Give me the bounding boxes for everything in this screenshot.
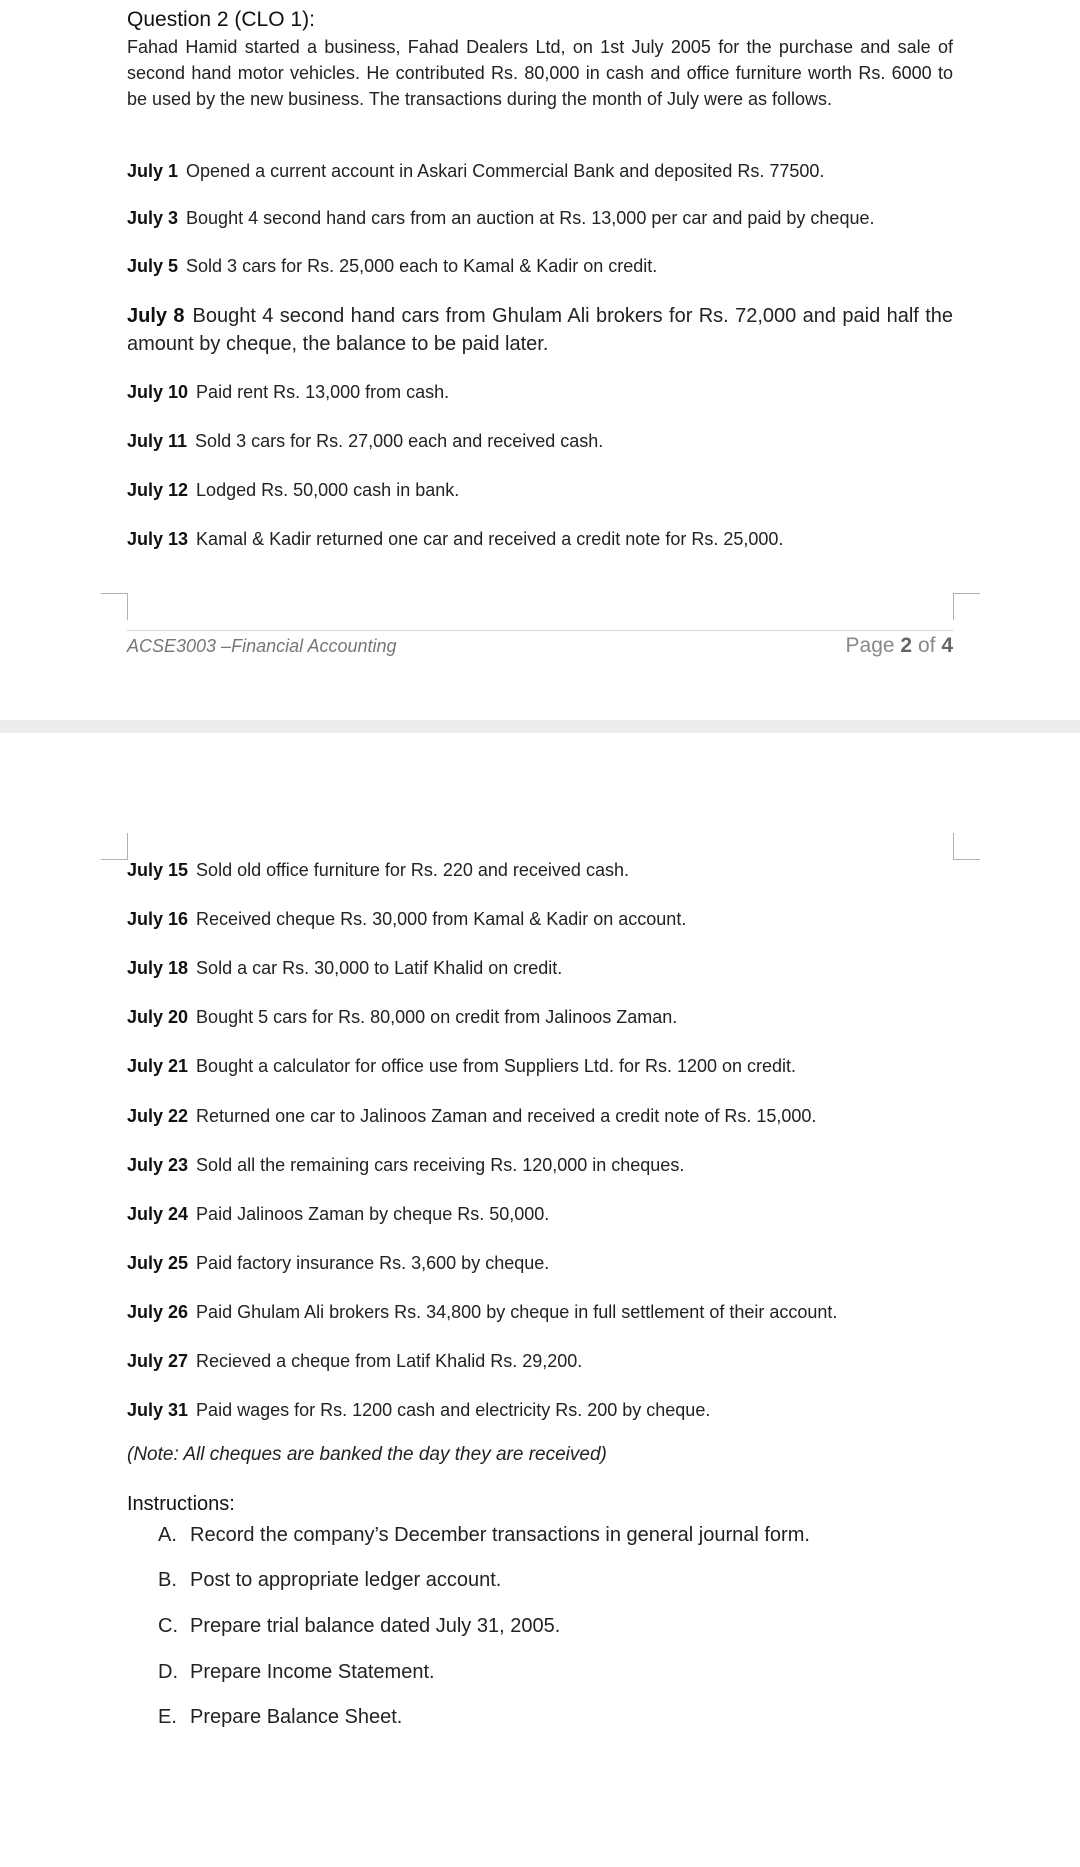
transaction-date: July 25 — [127, 1253, 189, 1273]
transaction-date: July 22 — [127, 1106, 189, 1126]
transaction-date: July 15 — [127, 860, 189, 880]
instruction-text: Prepare trial balance dated July 31, 2005. — [190, 1615, 561, 1637]
transaction-date: July 26 — [127, 1302, 189, 1322]
page-corner-mark — [101, 833, 128, 860]
transaction-text: Sold old office furniture for Rs. 220 and received cash. — [196, 860, 629, 880]
transaction-text: Paid Jalinoos Zaman by cheque Rs. 50,000. — [196, 1204, 550, 1224]
transaction-july-24 — [127, 1201, 549, 1227]
instruction-letter: B. — [158, 1569, 177, 1591]
transaction-text: Sold all the remaining cars receiving Rs. 120,000 in cheques. — [196, 1155, 685, 1175]
transaction-date: July 24 — [127, 1204, 189, 1224]
transaction-july-18 — [127, 955, 562, 981]
footer-divider — [127, 630, 953, 631]
transaction-text: Bought a calculator for office use from Suppliers Ltd. for Rs. 1200 on credit. — [196, 1056, 797, 1076]
instruction-text: Prepare Income Statement. — [190, 1661, 435, 1683]
transaction-date: July 5 — [127, 256, 179, 276]
transaction-text: Bought 5 cars for Rs. 80,000 on credit from Jalinoos Zaman. — [196, 1007, 678, 1027]
transaction-text: Lodged Rs. 50,000 cash in bank. — [196, 480, 460, 500]
transaction-date: July 16 — [127, 909, 189, 929]
transaction-date: July 11 — [127, 431, 188, 451]
transaction-date: July 18 — [127, 958, 189, 978]
transaction-july-31 — [127, 1397, 710, 1423]
instruction-letter: C. — [158, 1615, 178, 1637]
page-separator — [0, 720, 1080, 733]
cheque-note: (Note: All cheques are banked the day they are received) — [127, 1444, 607, 1465]
footer-page-number — [846, 634, 953, 658]
transaction-july-10 — [127, 379, 449, 405]
page-of: of — [917, 634, 936, 657]
page-corner-mark — [101, 593, 128, 620]
transaction-date: July 31 — [127, 1400, 189, 1420]
transaction-text: Returned one car to Jalinoos Zaman and received a credit note of Rs. 15,000. — [196, 1106, 817, 1126]
instruction-item — [158, 1706, 402, 1729]
transaction-july-13 — [127, 526, 783, 552]
transaction-text: Sold a car Rs. 30,000 to Latif Khalid on credit. — [196, 958, 563, 978]
page-corner-mark — [953, 833, 980, 860]
question-intro: Fahad Hamid started a business, Fahad Dealers Ltd, on 1st July 2005 for the purchase and sale of second hand motor vehicles. He contributed Rs. 80,000 in cash and office furniture worth Rs. 6000 to be used by the new business. The transactions during the month of July were as follows. — [127, 37, 953, 109]
transaction-text: Opened a current account in Askari Commercial Bank and deposited Rs. 77500. — [186, 161, 825, 181]
transaction-text: Recieved a cheque from Latif Khalid Rs. 29,200. — [196, 1351, 583, 1371]
transaction-date: July 3 — [127, 208, 179, 228]
transaction-date: July 27 — [127, 1351, 189, 1371]
instruction-item — [158, 1661, 435, 1684]
document-page-3 — [0, 733, 1080, 1867]
page-current: 2 — [900, 634, 913, 657]
instruction-item — [158, 1569, 501, 1592]
instruction-letter: D. — [158, 1661, 178, 1683]
transaction-july-25 — [127, 1250, 549, 1276]
transaction-july-15 — [127, 857, 629, 883]
transaction-july-22 — [127, 1103, 816, 1129]
instructions-title: Instructions: — [127, 1493, 235, 1515]
instruction-item — [158, 1615, 560, 1638]
transaction-date: July 20 — [127, 1007, 189, 1027]
transaction-july-23 — [127, 1152, 684, 1178]
instruction-item — [158, 1524, 810, 1547]
instruction-letter: A. — [158, 1524, 177, 1546]
transaction-july-1 — [127, 158, 824, 184]
transaction-date: July 12 — [127, 480, 189, 500]
transaction-july-3 — [127, 205, 874, 231]
transaction-text: Sold 3 cars for Rs. 27,000 each and received cash. — [195, 431, 604, 451]
transaction-july-21 — [127, 1053, 796, 1079]
transaction-text: Paid rent Rs. 13,000 from cash. — [196, 382, 450, 402]
transaction-text: Paid factory insurance Rs. 3,600 by cheque. — [196, 1253, 550, 1273]
footer-course-title: ACSE3003 –Financial Accounting — [127, 636, 397, 656]
transaction-text: Bought 4 second hand cars from an auction at Rs. 13,000 per car and paid by cheque. — [186, 208, 875, 228]
instruction-letter: E. — [158, 1706, 177, 1728]
document-page-2 — [0, 0, 1080, 720]
question-title: Question 2 (CLO 1): — [127, 8, 315, 31]
transaction-text: Bought 4 second hand cars from Ghulam Ali brokers for Rs. 72,000 and paid half the amount by cheque, the balance to be paid later. — [127, 305, 954, 355]
transaction-date: July 23 — [127, 1155, 189, 1175]
transaction-text: Paid wages for Rs. 1200 cash and electricity Rs. 200 by cheque. — [196, 1400, 711, 1420]
transaction-july-16 — [127, 906, 686, 932]
instruction-text: Prepare Balance Sheet. — [190, 1706, 403, 1728]
transaction-text: Sold 3 cars for Rs. 25,000 each to Kamal & Kadir on credit. — [186, 256, 658, 276]
transaction-july-27 — [127, 1348, 582, 1374]
transaction-text: Kamal & Kadir returned one car and received a credit note for Rs. 25,000. — [196, 529, 784, 549]
transaction-text: Received cheque Rs. 30,000 from Kamal & Kadir on account. — [196, 909, 687, 929]
transaction-date: July 1 — [127, 161, 179, 181]
transaction-july-20 — [127, 1004, 677, 1030]
page-word: Page — [845, 634, 895, 657]
transaction-july-8 — [127, 302, 953, 358]
instruction-text: Record the company’s December transactions in general journal form. — [190, 1524, 810, 1546]
transaction-july-12 — [127, 477, 459, 503]
transaction-date: July 13 — [127, 529, 189, 549]
transaction-july-5 — [127, 253, 657, 279]
page-total: 4 — [941, 634, 953, 657]
transaction-date: July 21 — [127, 1056, 189, 1076]
transaction-text: Paid Ghulam Ali brokers Rs. 34,800 by cheque in full settlement of their account. — [196, 1302, 838, 1322]
page-corner-mark — [953, 593, 980, 620]
instruction-text: Post to appropriate ledger account. — [190, 1569, 502, 1591]
transaction-date: July 8 — [127, 305, 185, 327]
transaction-july-26 — [127, 1299, 837, 1325]
transaction-date: July 10 — [127, 382, 189, 402]
transaction-july-11 — [127, 428, 603, 454]
